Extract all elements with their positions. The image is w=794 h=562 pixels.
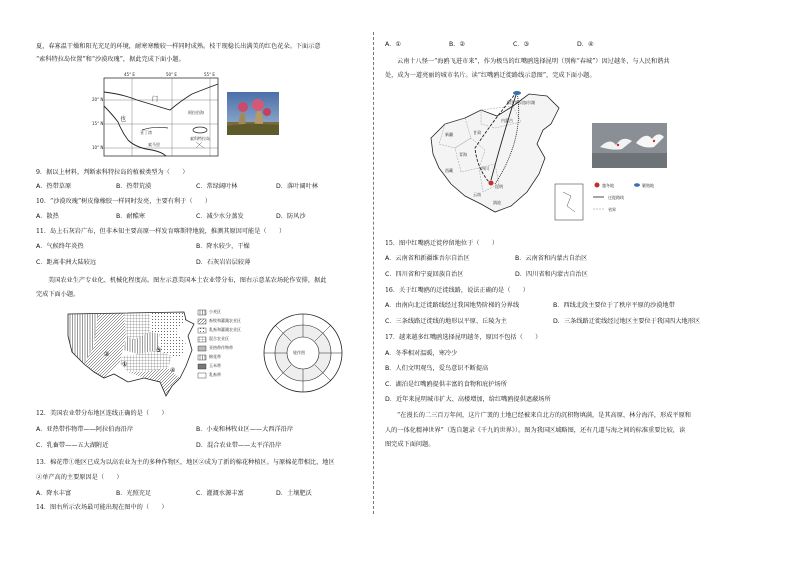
svg-text:③: ③ (156, 347, 162, 354)
legend-item-3: 乳畜和灌溉农业区 (209, 327, 241, 332)
legend-route: 迁徙路线 (608, 195, 624, 200)
q14-option-c[interactable]: C．③ (513, 41, 530, 48)
q12-option-b[interactable]: B．小麦和林牧业区——大西洋沿岸 (196, 426, 294, 433)
q11-option-b[interactable]: B．降水较少，干燥 (196, 243, 250, 250)
q14-option-d[interactable]: D．④ (577, 41, 594, 48)
socotra-location-map (92, 70, 224, 162)
q10-option-c[interactable]: C．减少水分蒸发 (196, 213, 244, 220)
q13-option-c[interactable]: C．灌溉水源丰富 (196, 490, 244, 497)
q11-option-a[interactable]: A．气候终年炎热 (36, 243, 84, 250)
map3-tibet: 西藏 (445, 168, 453, 173)
map3-kunming: 昆明 (495, 184, 503, 189)
legend-item-7: 玉米带 (209, 363, 221, 368)
q15-option-d[interactable]: D．四川省和内蒙古自治区 (515, 271, 588, 278)
q16-stem: 16．关于红嘴鸥的迁徙线路，说法正确的是（ ） (385, 287, 529, 294)
map3-baikal: 俄罗斯贝加尔湖 (507, 100, 535, 105)
q14-option-a[interactable]: A．① (385, 41, 401, 48)
map3-yunnan: 云南 (473, 192, 481, 197)
map1-lat-10: 10° N (92, 145, 104, 150)
map1-lon-50: 50° E (166, 72, 177, 77)
migration-legend (592, 180, 672, 222)
map3-gansu: 甘肃 (473, 130, 481, 135)
q10-stem: 10．“沙漠玫瑰”树皮像橡胶一样同时发亮，主要有利于（ ） (36, 198, 212, 205)
q15-option-b[interactable]: B．云南省和内蒙古自治区 (515, 255, 588, 262)
q12-option-a[interactable]: A．亚热带作物带——阿拉伯海沿岸 (36, 426, 134, 433)
crop-rotation-wheel (262, 312, 344, 394)
q14-stem: 14．图右所示农场最可能出现在图中的（ ） (36, 504, 168, 511)
map1-socotra-label: 索科特拉岛 (190, 136, 210, 141)
svg-text:④: ④ (170, 367, 176, 374)
map3-inner-mongolia: 内蒙古 (501, 118, 513, 123)
legend-item-4: 混合农业区 (209, 336, 229, 341)
q15-option-a[interactable]: A．云南省和新疆维吾尔自治区 (385, 255, 470, 262)
intro-line-2: “索科特拉岛位置”和“沙漠玫瑰”，据此完成下面小题。 (36, 56, 185, 63)
q13-stem-line-1: 13．棉花带①地区已成为以高农业为主的多种作物区，地区②成为了新的棉花种植区。与原棉花带相比，地区 (36, 459, 335, 466)
map1-arabian-sea-label: 阿拉伯海 (188, 110, 204, 115)
q9-option-b[interactable]: B．热带荒漠 (116, 183, 152, 190)
svg-text:②: ② (104, 351, 110, 358)
q16-option-a[interactable]: A．由南向北迁徙路线经过我国地势阶梯的分界线 (385, 302, 520, 309)
map1-lat-15: 15° N (92, 121, 104, 126)
map3-qinghai: 青海 (459, 152, 467, 157)
map1-sea-label: 也 (120, 116, 127, 123)
legend-item-2: 畜牧和灌溉农业区 (209, 318, 241, 323)
q17-option-d[interactable]: D．近年来昆明城市扩大、高楼增加，给红嘴鸥提供遮蔽场所 (385, 396, 551, 403)
legend-item-5: 亚热带作物带 (209, 345, 233, 350)
us-agriculture-map (64, 306, 260, 400)
map1-gulf-label: 亚丁湾 (140, 130, 152, 135)
q14-option-b[interactable]: B．② (449, 41, 465, 48)
q16-option-d[interactable]: D．三条线路迁徙线经过地区主要位于我国四大地形区 (553, 318, 701, 325)
q10-option-d[interactable]: D．防风沙 (276, 213, 306, 220)
column-divider (373, 32, 374, 514)
map1-lon-45: 45° E (124, 72, 135, 77)
q9-option-d[interactable]: D．落叶阔叶林 (276, 183, 318, 190)
map3-dianchi: 滇池 (493, 200, 501, 205)
q13-stem-line-2: ②单产高的主要原因是（ ） (36, 474, 123, 481)
q11-option-c[interactable]: C．距离非洲大陆较远 (36, 259, 97, 266)
intro2-line-1: 美国农业生产专业化、机械化程度高。图左示意美国本土农业带分布，图右示意某农场轮作安排，据此 (48, 277, 327, 284)
q17-option-a[interactable]: A．冬季相对温暖，寒冷少 (385, 350, 458, 357)
map3-sichuan: 四川 (481, 166, 489, 171)
desert-rose-photo (227, 92, 279, 135)
gull-migration-map (425, 88, 585, 222)
q17-option-c[interactable]: C．湖泊是红嘴鸥提供丰富的食物和庇护场所 (385, 381, 507, 388)
q17-stem: 17．越来越多红嘴鸥选择昆明越冬，原因不包括（ ） (385, 334, 542, 341)
q16-option-c[interactable]: C．三条线路迁徙线的地形以平原、丘陵为主 (385, 318, 507, 325)
map1-lon-55: 55° E (204, 72, 215, 77)
svg-text:①: ① (122, 361, 128, 368)
legend-wintering: 越冬地 (602, 183, 614, 188)
q9-option-a[interactable]: A．热带草原 (36, 183, 72, 190)
q10-option-b[interactable]: B．耐酷寒 (116, 213, 145, 220)
q12-stem: 12．美国农业带分布地区连线正确的是（ ） (36, 410, 168, 417)
map1-lat-20: 20° N (92, 97, 104, 102)
intro4-line-3: 图完成下面问题。 (385, 441, 435, 448)
q15-option-c[interactable]: C．四川省和宁夏回族自治区 (385, 271, 464, 278)
legend-item-6: 棉花带 (209, 354, 221, 359)
q9-option-c[interactable]: C．常绿阔叶林 (196, 183, 238, 190)
intro4-line-1: “在漫长的二三百万年间，这片广袤的土地已经被来自北方的沉积物填满，是其高原、林分海洋，形成平原和 (397, 412, 691, 419)
intro-line-1: 夏，春寡温干燥和阳光充足的环境，耐寒寒酸较一样同时成熟。枝干现稳长出满美的红色花朵。下面示意 (36, 43, 321, 50)
q13-option-a[interactable]: A．降水丰富 (36, 490, 72, 497)
legend-breeding: 繁殖地 (642, 183, 654, 188)
q15-stem: 15．图中红嘴鸥迁徙停留地位于（ ） (385, 240, 499, 247)
wheel-center-label: 轮作图 (293, 350, 305, 355)
q13-option-b[interactable]: B．光照充足 (116, 490, 152, 497)
gull-photo (592, 123, 667, 168)
intro2-line-2: 完成下面小题。 (36, 291, 80, 298)
q17-option-b[interactable]: B．人们文明观鸟，爱鸟意识不断提高 (385, 365, 489, 372)
q12-option-c[interactable]: C．乳畜带——五大湖附近 (36, 442, 109, 449)
map1-somalia-label: 索马里 (148, 142, 160, 147)
legend-item-1: 小麦区 (209, 309, 221, 314)
q16-option-b[interactable]: B．西线北段主要位于了秩序平原的沙漠地带 (553, 302, 675, 309)
intro4-line-2: 人的一体化精神世界”（选自题录《千九的世界》）。图为我国区域略图，还有几道与海之间的标准重要比较，读 (385, 427, 686, 434)
legend-item-8: 乳畜带 (209, 372, 221, 377)
q11-option-d[interactable]: D．石灰岩岩层较薄 (196, 259, 251, 266)
intro3-line-1: 云南十八怪一“海鸥飞进市来”，作为极鸟的红嘴鸥选择昆明（别称“春城”）因过越冬，与人民和谐共 (397, 58, 670, 65)
intro3-line-2: 处，成为一道亮丽的城市名片。读“红嘴鸥迁徙路线示意图”，完成下面小题。 (385, 72, 596, 79)
map3-xinjiang: 新疆 (445, 132, 453, 137)
q9-stem: 9．据以上材料，判断索科特拉岛的植被类型为（ ） (36, 169, 189, 176)
q11-stem: 11．岛上石灰岩广布，但非本知主要高原一样发育喀斯特地貌，推测其原因可能是（ ） (36, 228, 286, 235)
legend-border: 省界 (608, 207, 616, 212)
q12-option-d[interactable]: D．混合农业带——太平洋沿岸 (196, 442, 282, 449)
map1-region-label: 门 (152, 96, 159, 103)
q10-option-a[interactable]: A．散热 (36, 213, 59, 220)
q13-option-d[interactable]: D．土壤肥沃 (276, 490, 312, 497)
